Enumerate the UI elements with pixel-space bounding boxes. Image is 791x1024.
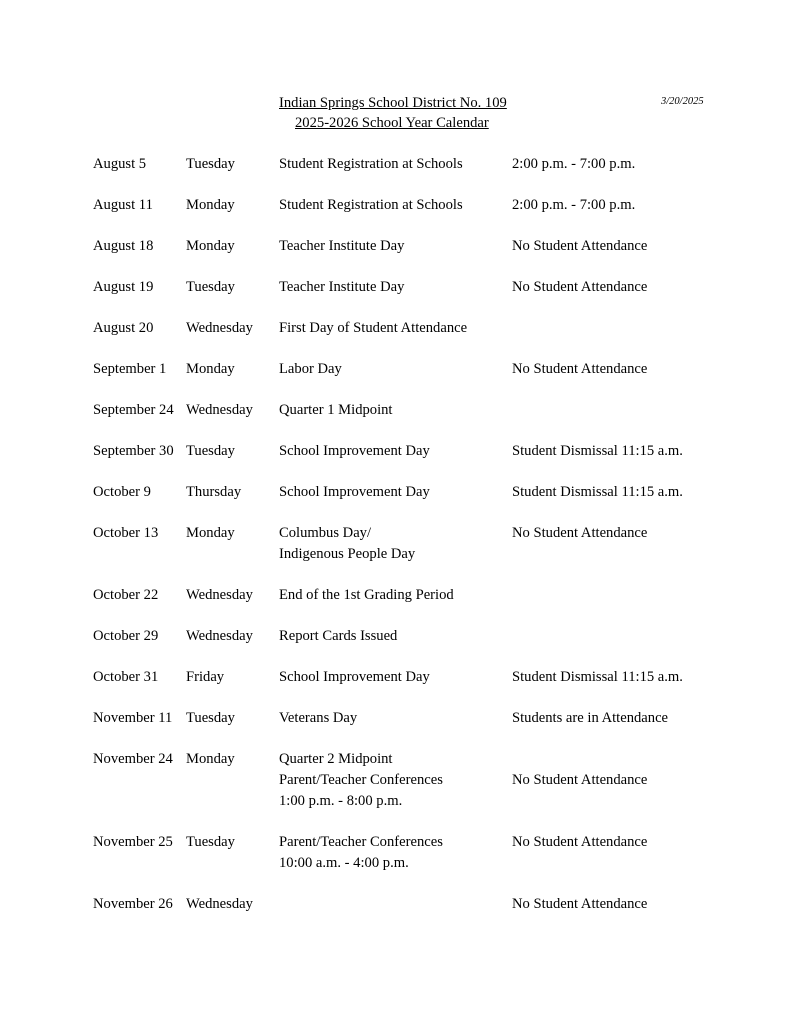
event-date: November 25 [93, 834, 173, 850]
calendar-row [93, 482, 733, 503]
event-description-line: School Improvement Day [279, 443, 430, 459]
calendar-row [93, 441, 733, 462]
event-date: November 26 [93, 896, 173, 912]
event-note [512, 667, 683, 688]
event-description-line: Teacher Institute Day [279, 238, 405, 254]
event-note-line: No Student Attendance [512, 525, 648, 541]
event-weekday: Wednesday [186, 628, 253, 644]
event-weekday: Wednesday [186, 896, 253, 912]
event-description-line: Parent/Teacher Conferences [279, 834, 443, 850]
event-description-line: Student Registration at Schools [279, 197, 463, 213]
event-note-line: No Student Attendance [512, 896, 648, 912]
event-note [512, 894, 647, 915]
event-note [512, 482, 683, 503]
event-note-line: No Student Attendance [512, 279, 648, 295]
calendar-title: 2025-2026 School Year Calendar [295, 115, 489, 131]
calendar-row [93, 523, 733, 565]
calendar-row [93, 277, 733, 298]
calendar-row [93, 318, 733, 339]
revision-date: 3/20/2025 [661, 96, 704, 107]
event-note [512, 359, 647, 380]
event-description [279, 523, 415, 565]
calendar-row [93, 749, 733, 812]
event-date: November 24 [93, 751, 173, 767]
district-name: Indian Springs School District No. 109 [279, 95, 507, 111]
event-weekday: Monday [186, 197, 235, 213]
event-note-line: Students are in Attendance [512, 710, 669, 726]
event-note-line: No Student Attendance [512, 361, 648, 377]
event-date: October 22 [93, 587, 159, 603]
event-note-line: Student Dismissal 11:15 a.m. [512, 484, 683, 500]
event-note [512, 195, 635, 216]
event-date: September 30 [93, 443, 174, 459]
event-weekday: Monday [186, 751, 235, 767]
event-weekday: Tuesday [186, 279, 235, 295]
event-date: August 19 [93, 279, 154, 295]
event-note-line: 2:00 p.m. - 7:00 p.m. [512, 156, 636, 172]
event-description [279, 441, 430, 462]
event-description-line: 10:00 a.m. - 4:00 p.m. [279, 855, 409, 871]
event-date: August 11 [93, 197, 153, 213]
calendar-row [93, 359, 733, 380]
event-note [512, 154, 635, 175]
calendar-row [93, 667, 733, 688]
event-note-line: No Student Attendance [512, 834, 648, 850]
event-weekday: Wednesday [186, 402, 253, 418]
event-description [279, 236, 404, 257]
event-weekday: Tuesday [186, 156, 235, 172]
event-description-line: End of the 1st Grading Period [279, 587, 454, 603]
event-description-line: Student Registration at Schools [279, 156, 463, 172]
event-description-line: First Day of Student Attendance [279, 320, 468, 336]
event-description-line: Teacher Institute Day [279, 279, 405, 295]
calendar-row [93, 832, 733, 874]
event-note [512, 236, 647, 257]
event-weekday: Thursday [186, 484, 242, 500]
event-note-line [512, 749, 647, 770]
event-description [279, 400, 393, 421]
event-description [279, 277, 404, 298]
event-note [512, 523, 647, 544]
event-date: September 24 [93, 402, 174, 418]
event-description-line: Indigenous People Day [279, 546, 416, 562]
event-description [279, 359, 342, 380]
calendar-row [93, 585, 733, 606]
event-date: August 5 [93, 156, 147, 172]
event-description [279, 195, 463, 216]
event-description [279, 749, 443, 812]
event-weekday: Tuesday [186, 834, 235, 850]
event-description-line: Report Cards Issued [279, 628, 398, 644]
event-date: October 31 [93, 669, 159, 685]
event-description [279, 626, 397, 647]
event-weekday: Tuesday [186, 443, 235, 459]
event-date: August 18 [93, 238, 154, 254]
event-description [279, 708, 357, 729]
calendar-row [93, 708, 733, 729]
event-description-line: Quarter 1 Midpoint [279, 402, 393, 418]
event-weekday: Monday [186, 525, 235, 541]
calendar-row [93, 195, 733, 216]
event-weekday: Wednesday [186, 320, 253, 336]
event-description [279, 318, 467, 339]
calendar-row [93, 236, 733, 257]
event-description-line: Parent/Teacher Conferences [279, 772, 443, 788]
calendar-row [93, 400, 733, 421]
event-note [512, 708, 668, 729]
event-description-line: Quarter 2 Midpoint [279, 751, 393, 767]
event-note [512, 277, 647, 298]
event-description [279, 585, 454, 606]
event-weekday: Monday [186, 238, 235, 254]
event-note-line: Student Dismissal 11:15 a.m. [512, 669, 683, 685]
event-date: September 1 [93, 361, 167, 377]
event-weekday: Tuesday [186, 710, 235, 726]
event-date: August 20 [93, 320, 154, 336]
event-note-line: 2:00 p.m. - 7:00 p.m. [512, 197, 636, 213]
event-description [279, 154, 463, 175]
event-description-line: School Improvement Day [279, 484, 430, 500]
calendar-row [93, 154, 733, 175]
event-description-line: School Improvement Day [279, 669, 430, 685]
event-weekday: Wednesday [186, 587, 253, 603]
event-description-line: Veterans Day [279, 710, 358, 726]
event-note [512, 832, 647, 853]
event-weekday: Monday [186, 361, 235, 377]
event-description [279, 832, 443, 874]
event-note-line: No Student Attendance [512, 238, 648, 254]
event-date: October 13 [93, 525, 159, 541]
event-note [512, 749, 647, 791]
event-note-line: Student Dismissal 11:15 a.m. [512, 443, 683, 459]
event-description-line: 1:00 p.m. - 8:00 p.m. [279, 793, 403, 809]
event-date: November 11 [93, 710, 173, 726]
event-description-line: Columbus Day/ [279, 525, 372, 541]
event-date: October 29 [93, 628, 159, 644]
event-note [512, 441, 683, 462]
calendar-row [93, 626, 733, 647]
event-note-line: No Student Attendance [512, 772, 648, 788]
event-description [279, 667, 430, 688]
event-date: October 9 [93, 484, 151, 500]
calendar-row [93, 894, 733, 915]
event-description [279, 482, 430, 503]
event-description-line: Labor Day [279, 361, 342, 377]
event-weekday: Friday [186, 669, 225, 685]
